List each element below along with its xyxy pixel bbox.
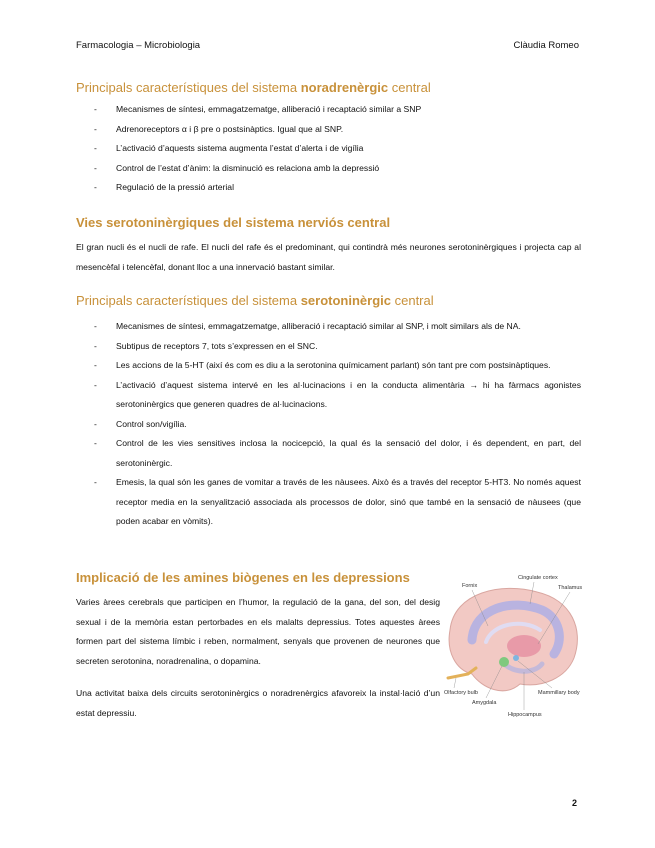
- serotonergic-heading: [76, 293, 434, 308]
- header-author: Clàudia Romeo: [513, 40, 579, 51]
- limbic-system-figure: [442, 570, 587, 720]
- list-item: - L’activació d’aquests sistema augmenta l’estat d’alerta i de vigília: [76, 139, 581, 159]
- list-item: - Mecanismes de síntesi, emmagatzematge, alliberació i recaptació similar al SNP, i molt similars als de NA.: [76, 317, 581, 337]
- page-number: 2: [571, 798, 577, 808]
- list-item: - Les accions de la 5-HT (així és com es diu a la serotonina químicament parlant) són tant pre com postsinàptiques.: [76, 356, 581, 376]
- heading-prefix: Principals característiques del sistema: [76, 80, 301, 95]
- page-header: [76, 40, 579, 51]
- heading-keyword: noradrenèrgic: [300, 80, 389, 95]
- amines-paragraph-2: Una activitat baixa dels circuits serotoninèrgics o noradrenèrgics afavoreix la instal·lació d’un estat depressiu.: [76, 688, 440, 718]
- amines-paragraph-1: Varies àrees cerebrals que participen en l’humor, la regulació de la gana, del son, del desig sexual i de la memòria estan pertorbades en els malalts depressius. Totes aquestes àrees formen part del sistema límbic i reben, normalment, senyals que provenen de neurones que secreten serotonina, noradrenalina, o dopamina.: [76, 597, 440, 666]
- list-item: - Control son/vigília.: [76, 415, 581, 435]
- label-hippocampus: Hippocampus: [508, 712, 542, 718]
- list-item: - Subtipus de receptors 7, tots s’expressen en el SNC.: [76, 337, 581, 357]
- amines-heading: Implicació de les amines biògenes en les depressions: [76, 570, 410, 585]
- noradrenergic-list: [76, 100, 581, 198]
- mammillary-region: [513, 655, 519, 661]
- list-item: - Control de les vies sensitives inclosa la nocicepció, la qual és la sensació del dolor, i és dependent, en part, del serotoninèrgic.: [76, 434, 581, 473]
- heading-suffix: central: [391, 293, 434, 308]
- heading-suffix: central: [388, 80, 431, 95]
- heading-prefix: Principals característiques del sistema: [76, 293, 301, 308]
- label-fornix: Fornix: [462, 583, 478, 589]
- list-item: - L’activació d’aquest sistema intervé en les al·lucinacions i en la conducta alimentària → hi ha fàrmacs agonistes serotoninèrgics que generen quadres de al·lucinacions.: [76, 376, 581, 415]
- list-item: - Adrenoreceptors α i β pre o postsinàptics. Igual que al SNP.: [76, 120, 581, 140]
- amygdala-region: [499, 657, 509, 667]
- serotonergic-paths-heading: Vies serotoninèrgiques del sistema nerviós central: [76, 215, 391, 230]
- serotonergic-list: [76, 317, 581, 532]
- heading-keyword: serotoninèrgic: [300, 293, 391, 308]
- list-item: - Control de l’estat d’ànim: la disminució es relaciona amb la depressió: [76, 159, 581, 179]
- label-amygdala: Amygdala: [472, 700, 497, 706]
- label-mammillary-body: Mammillary body: [538, 690, 580, 696]
- label-thalamus: Thalamus: [558, 585, 583, 591]
- label-olfactory-bulb: Olfactory bulb: [444, 690, 478, 696]
- brain-illustration: [442, 570, 587, 720]
- noradrenergic-heading: [76, 80, 431, 95]
- list-item: - Mecanismes de síntesi, emmagatzematge, alliberació i recaptació similar a SNP: [76, 100, 581, 120]
- list-item: - Regulació de la pressió arterial: [76, 178, 581, 198]
- list-item: - Emesis, la qual són les ganes de vomitar a través de les nàusees. Això és a través del receptor 5-HT3. No només aquest receptor media en la senyalització associada als processos de dolor, sinó que també en la sensació de nàusees (que poden acabar en vòmits).: [76, 473, 581, 532]
- header-course: Farmacologia – Microbiologia: [76, 40, 201, 51]
- thalamus-region: [507, 635, 541, 657]
- label-cingulate-cortex: Cingulate cortex: [518, 575, 558, 581]
- serotonergic-paths-text: El gran nucli és el nucli de rafe. El nucli del rafe és el predominant, qui contindrà més neurones serotoninèrgiques i projecta cap al mesencèfal i telencèfal, donant lloc a una innervació bastant similar.: [76, 242, 581, 272]
